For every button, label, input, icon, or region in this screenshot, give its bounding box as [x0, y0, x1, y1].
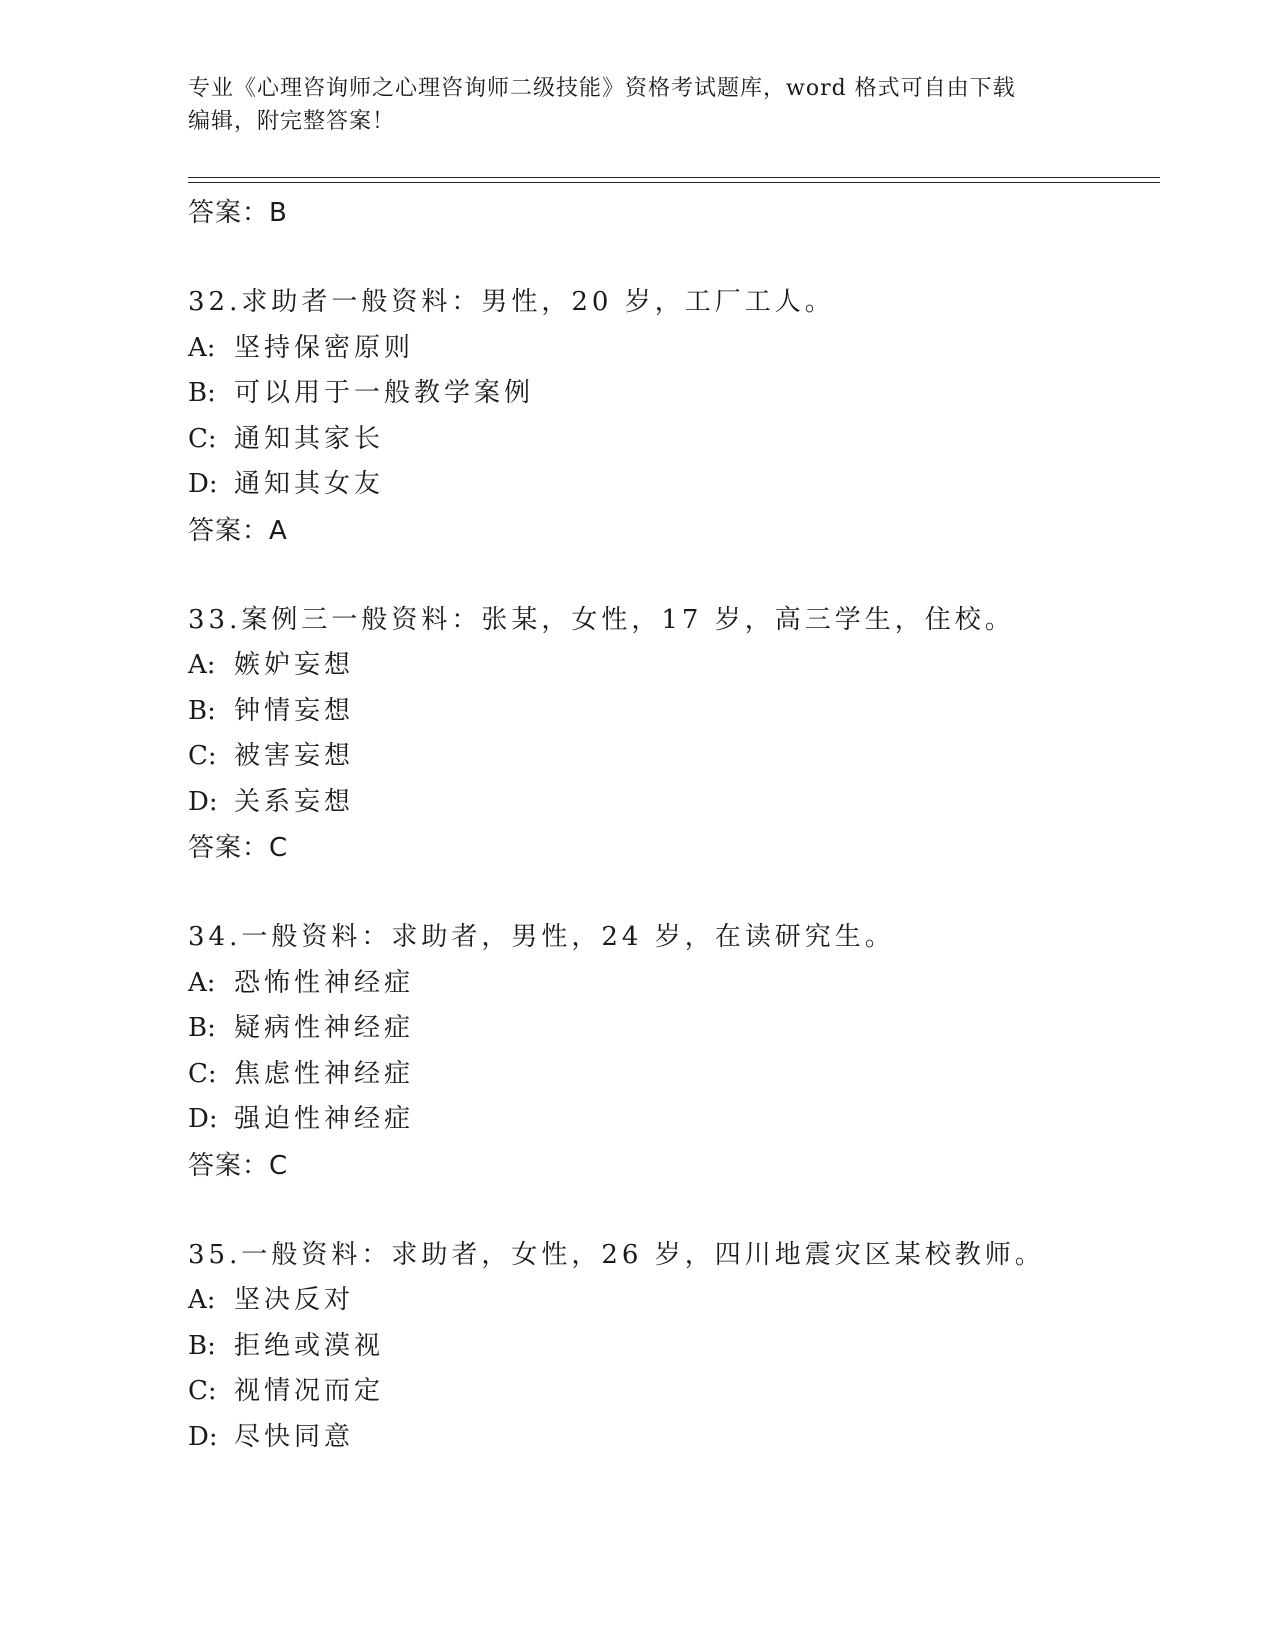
option-letter: B: — [188, 695, 216, 726]
option-letter: D: — [188, 1104, 218, 1134]
option-text: 嫉妒妄想 — [234, 650, 355, 680]
option-text: 尽快同意 — [234, 1421, 355, 1452]
option-text: 通知其女友 — [234, 469, 385, 499]
option-letter: A: — [188, 967, 216, 998]
option-text: 疑病性神经症 — [234, 1013, 415, 1043]
option-letter: D: — [188, 469, 218, 499]
header-line-2: 编辑，附完整答案！ — [188, 109, 396, 134]
option-text: 拒绝或漠视 — [234, 1330, 385, 1361]
option-letter: C: — [188, 1376, 217, 1406]
option-d — [188, 1097, 1160, 1143]
option-letter: D: — [188, 786, 218, 817]
option-b — [188, 1324, 1160, 1370]
option-d — [188, 462, 1160, 508]
option-text: 视情况而定 — [234, 1376, 385, 1406]
option-letter: A: — [188, 650, 216, 680]
question-stem: 35.一般资料：求助者，女性，26 岁，四川地震灾区某校教师。 — [188, 1239, 1045, 1270]
header-divider-bottom — [188, 182, 1160, 183]
option-letter: D: — [188, 1421, 218, 1452]
option-letter: B: — [188, 378, 216, 408]
option-d — [188, 1415, 1160, 1461]
option-text: 关系妄想 — [234, 786, 355, 817]
option-letter: C: — [188, 1058, 217, 1089]
option-letter: C: — [188, 741, 217, 771]
option-text: 恐怖性神经症 — [234, 967, 415, 998]
option-text: 坚决反对 — [234, 1285, 355, 1315]
header-line-1: 专业《心理咨询师之心理咨询师二级技能》资格考试题库，word 格式可自由下载 — [188, 76, 1016, 101]
option-b — [188, 371, 1160, 417]
option-c — [188, 1369, 1160, 1415]
header-divider-top — [188, 177, 1160, 178]
question-list — [188, 190, 1160, 1460]
option-letter: A: — [188, 332, 216, 363]
option-letter: A: — [188, 1285, 216, 1315]
option-a — [188, 643, 1160, 689]
option-text: 通知其家长 — [234, 423, 385, 454]
question-32 — [188, 280, 1160, 554]
option-c — [188, 417, 1160, 463]
question-stem: 34.一般资料：求助者，男性，24 岁，在读研究生。 — [188, 922, 895, 952]
option-letter: C: — [188, 423, 217, 454]
question-stem: 33.案例三一般资料：张某，女性，17 岁，高三学生，住校。 — [188, 604, 1015, 635]
option-text: 焦虑性神经症 — [234, 1058, 415, 1089]
question-answer: 答案：C — [188, 1150, 289, 1181]
option-text: 钟情妄想 — [234, 695, 355, 726]
question-answer: 答案：A — [188, 515, 288, 546]
option-text: 坚持保密原则 — [234, 332, 415, 363]
question-stem: 32.求助者一般资料：男性，20 岁，工厂工人。 — [188, 287, 835, 317]
previous-answer: 答案：B — [188, 198, 288, 228]
question-answer: 答案：C — [188, 833, 289, 863]
question-33 — [188, 598, 1160, 872]
option-a — [188, 326, 1160, 372]
option-c — [188, 1052, 1160, 1098]
option-a — [188, 1278, 1160, 1324]
document-header — [188, 72, 1088, 138]
option-text: 强迫性神经症 — [234, 1104, 415, 1134]
option-c — [188, 734, 1160, 780]
question-34 — [188, 915, 1160, 1189]
option-letter: B: — [188, 1013, 216, 1043]
option-a — [188, 961, 1160, 1007]
option-text: 可以用于一般教学案例 — [234, 378, 535, 408]
option-b — [188, 689, 1160, 735]
option-letter: B: — [188, 1330, 216, 1361]
option-d — [188, 780, 1160, 826]
question-35 — [188, 1233, 1160, 1461]
option-b — [188, 1006, 1160, 1052]
option-text: 被害妄想 — [234, 741, 355, 771]
